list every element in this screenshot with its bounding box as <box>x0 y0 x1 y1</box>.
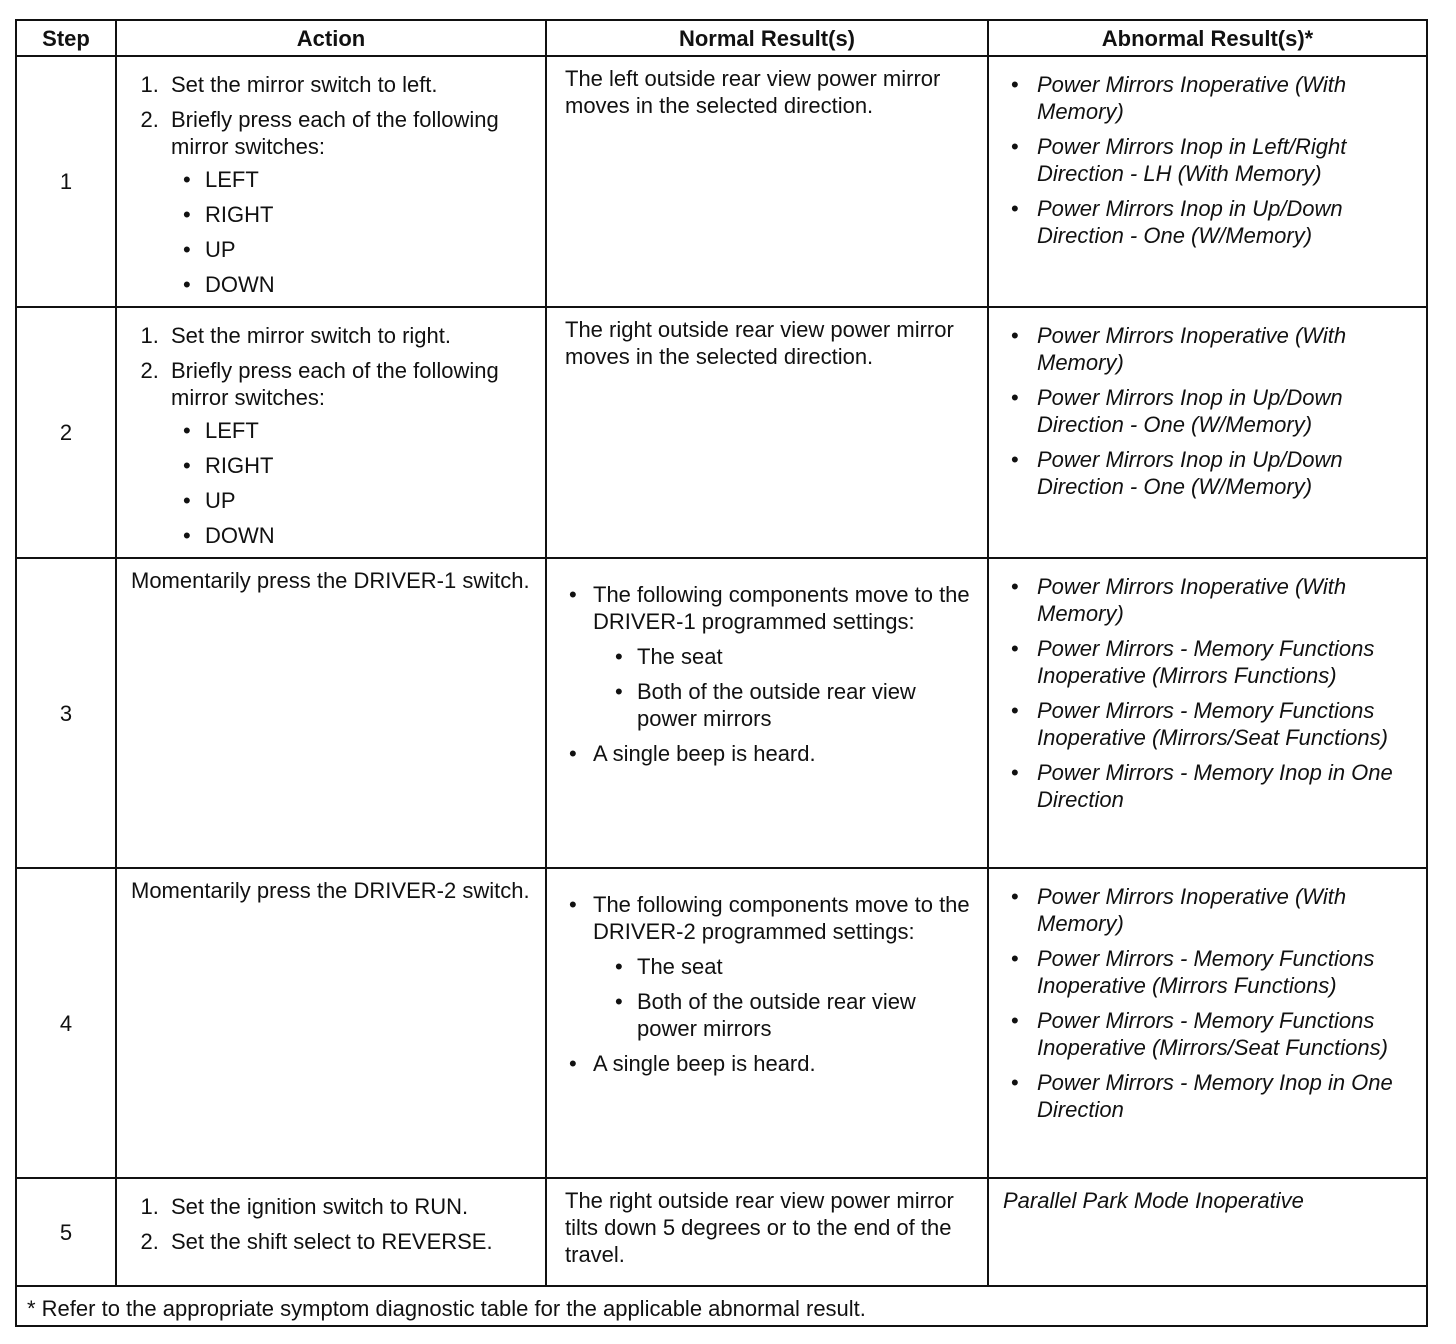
switch-item: • DOWN <box>179 271 535 298</box>
abnormal-result-link[interactable]: • Power Mirrors Inop in Left/Right Direction - LH (With Memory) <box>1037 133 1418 187</box>
diagnostic-table <box>15 19 1428 1327</box>
abnormal-result-link[interactable]: • Power Mirrors - Memory Functions Inoperative (Mirrors/Seat Functions) <box>1037 697 1418 751</box>
action-text: Momentarily press the DRIVER-1 switch. <box>116 558 546 868</box>
abnormal-result-link[interactable]: • Power Mirrors Inop in Up/Down Direction - One (W/Memory) <box>1037 195 1418 249</box>
action-step: 1. Set the ignition switch to RUN. <box>165 1193 535 1220</box>
action-cell <box>116 307 546 558</box>
normal-result-item: • The following components move to the DRIVER-1 programmed settings: • The seat • Both of the outside rear view power mirrors <box>593 581 975 732</box>
abnormal-result-link[interactable]: • Power Mirrors - Memory Functions Inoperative (Mirrors Functions) <box>1037 635 1418 689</box>
abnormal-result-link[interactable]: • Power Mirrors Inop in Up/Down Direction - One (W/Memory) <box>1037 446 1418 500</box>
footnote-row <box>16 1286 1427 1326</box>
normal-result-item: • A single beep is heard. <box>593 740 975 767</box>
normal-result-cell <box>546 868 988 1178</box>
abnormal-result-link[interactable]: • Power Mirrors - Memory Inop in One Direction <box>1037 1069 1418 1123</box>
abnormal-result-link[interactable]: • Power Mirrors - Memory Functions Inoperative (Mirrors Functions) <box>1037 945 1418 999</box>
table-row <box>16 56 1427 307</box>
normal-result-item: • A single beep is heard. <box>593 1050 975 1077</box>
switch-item: • DOWN <box>179 522 535 549</box>
step-number: 5 <box>16 1178 116 1286</box>
normal-result: The right outside rear view power mirror tilts down 5 degrees or to the end of the travel. <box>546 1178 988 1286</box>
table-row <box>16 1178 1427 1286</box>
abnormal-result-cell <box>988 868 1427 1178</box>
action-step: 2. Briefly press each of the following mirror switches: • LEFT • RIGHT • UP • DOWN <box>165 357 535 549</box>
component-item: • The seat <box>637 643 975 670</box>
action-cell <box>116 56 546 307</box>
abnormal-result-link[interactable]: • Power Mirrors Inop in Up/Down Direction - One (W/Memory) <box>1037 384 1418 438</box>
header-abnormal-results: Abnormal Result(s)* <box>988 20 1427 56</box>
step-number: 4 <box>16 868 116 1178</box>
abnormal-result-link[interactable]: • Power Mirrors - Memory Functions Inoperative (Mirrors/Seat Functions) <box>1037 1007 1418 1061</box>
table-row <box>16 307 1427 558</box>
switch-item: • UP <box>179 236 535 263</box>
switch-item: • UP <box>179 487 535 514</box>
abnormal-result-cell <box>988 307 1427 558</box>
normal-result-item: • The following components move to the DRIVER-2 programmed settings: • The seat • Both of the outside rear view power mirrors <box>593 891 975 1042</box>
abnormal-result-link[interactable]: Parallel Park Mode Inoperative <box>988 1178 1427 1286</box>
abnormal-result-link[interactable]: • Power Mirrors - Memory Inop in One Direction <box>1037 759 1418 813</box>
abnormal-result-cell <box>988 56 1427 307</box>
normal-result: The right outside rear view power mirror moves in the selected direction. <box>546 307 988 558</box>
abnormal-result-link[interactable]: • Power Mirrors Inoperative (With Memory) <box>1037 322 1418 376</box>
action-step: 2. Set the shift select to REVERSE. <box>165 1228 535 1255</box>
table-row <box>16 868 1427 1178</box>
switch-item: • LEFT <box>179 166 535 193</box>
abnormal-result-link[interactable]: • Power Mirrors Inoperative (With Memory) <box>1037 573 1418 627</box>
action-cell <box>116 1178 546 1286</box>
normal-result-cell <box>546 558 988 868</box>
switch-item: • RIGHT <box>179 201 535 228</box>
header-normal-results: Normal Result(s) <box>546 20 988 56</box>
abnormal-result-link[interactable]: • Power Mirrors Inoperative (With Memory) <box>1037 71 1418 125</box>
action-step: 1. Set the mirror switch to left. <box>165 71 535 98</box>
abnormal-result-cell <box>988 558 1427 868</box>
header-row <box>16 20 1427 56</box>
action-text: Momentarily press the DRIVER-2 switch. <box>116 868 546 1178</box>
step-number: 3 <box>16 558 116 868</box>
table-row <box>16 558 1427 868</box>
switch-item: • LEFT <box>179 417 535 444</box>
header-action: Action <box>116 20 546 56</box>
action-step: 2. Briefly press each of the following mirror switches: • LEFT • RIGHT • UP • DOWN <box>165 106 535 298</box>
component-item: • Both of the outside rear view power mirrors <box>637 988 975 1042</box>
abnormal-result-link[interactable]: • Power Mirrors Inoperative (With Memory) <box>1037 883 1418 937</box>
normal-result: The left outside rear view power mirror moves in the selected direction. <box>546 56 988 307</box>
step-number: 1 <box>16 56 116 307</box>
footnote: * Refer to the appropriate symptom diagnostic table for the applicable abnormal result. <box>16 1286 1427 1326</box>
switch-item: • RIGHT <box>179 452 535 479</box>
action-step: 1. Set the mirror switch to right. <box>165 322 535 349</box>
component-item: • The seat <box>637 953 975 980</box>
step-number: 2 <box>16 307 116 558</box>
component-item: • Both of the outside rear view power mirrors <box>637 678 975 732</box>
header-step: Step <box>16 20 116 56</box>
